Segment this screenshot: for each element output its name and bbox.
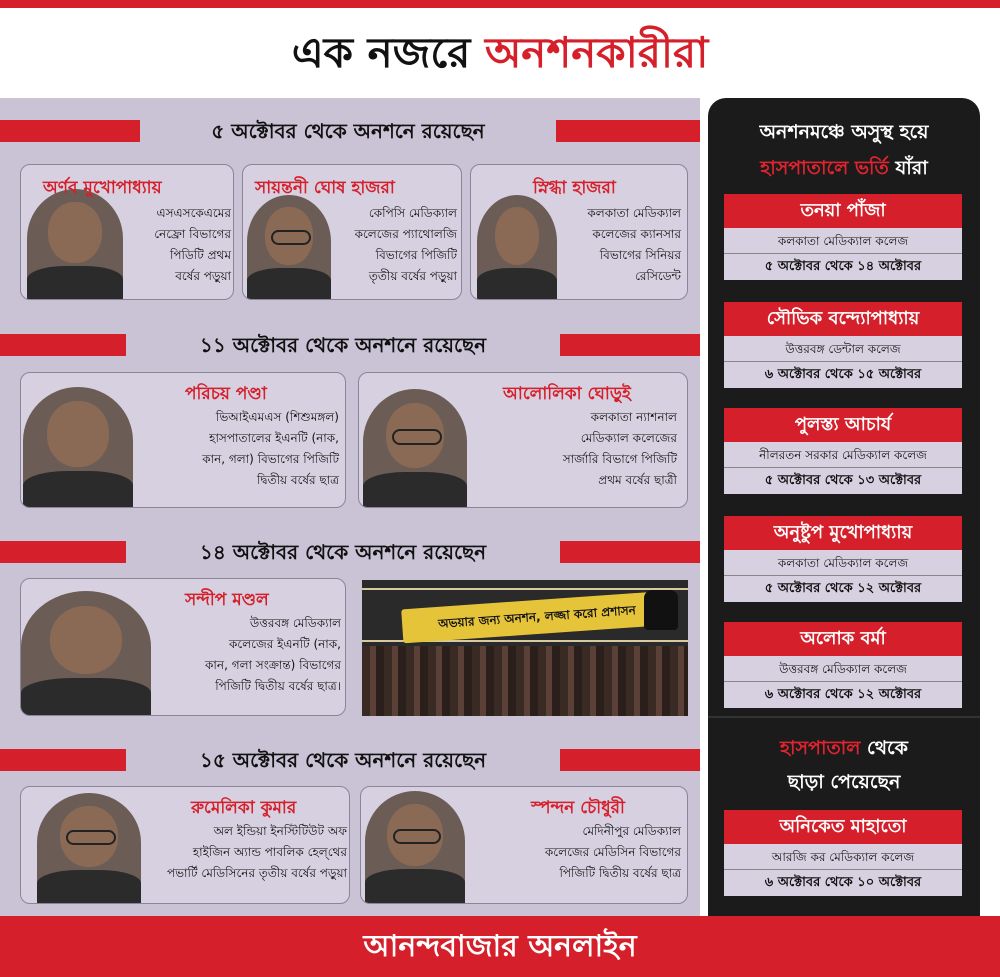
released-heading-line2: ছাড়া পেয়েছেন bbox=[787, 771, 901, 793]
person-card bbox=[20, 786, 350, 904]
section-bar-right bbox=[556, 120, 700, 142]
released-heading-white: থেকে bbox=[867, 737, 908, 759]
title-part-red: অনশনকারীরা bbox=[484, 28, 709, 77]
person-card bbox=[20, 578, 346, 716]
person-description: কলকাতা ন্যাশনাল মেডিক্যাল কলেজের সার্জারি বিভাগে পিজিটি প্রথম বর্ষের ছাত্রী bbox=[562, 410, 677, 487]
person-name: রুমেলিকা কুমার bbox=[191, 798, 297, 818]
released-heading-red: হাসপাতাল bbox=[780, 737, 861, 759]
section-bar-right bbox=[560, 334, 700, 356]
section-bar-left bbox=[0, 541, 126, 563]
person-card bbox=[470, 164, 688, 300]
hospitalized-heading-line2 bbox=[708, 154, 980, 186]
hospitalized-dates: ৬ অক্টোবর থেকে ১৫ অক্টোবর bbox=[724, 362, 962, 388]
hospitalized-name: পুলস্ত্য আচার্য bbox=[724, 408, 962, 442]
hospitalized-dates: ৫ অক্টোবর থেকে ১৪ অক্টোবর bbox=[724, 254, 962, 280]
person-description: ভিআইএমএস (শিশুমঙ্গল) হাসপাতালের ইএনটি (নাক, কান, গলা) বিভাগের পিজিটি দ্বিতীয় বর্ষের ছাত্র bbox=[202, 410, 339, 487]
section-bar-left bbox=[0, 334, 126, 356]
hospitalized-heading-white: যাঁরা bbox=[895, 157, 928, 179]
released-college: আরজি কর মেডিক্যাল কলেজ bbox=[724, 844, 962, 870]
person-card bbox=[358, 372, 688, 508]
person-name: পরিচয় পণ্ডা bbox=[185, 384, 267, 404]
title-part-black: এক নজরে bbox=[291, 28, 471, 77]
section-title-oct-15: ১৫ অক্টোবর থেকে অনশনে রয়েছেন bbox=[199, 748, 487, 772]
person-description: কলকাতা মেডিক্যাল কলেজের ক্যানসার বিভাগের সিনিয়র রেসিডেন্ট bbox=[587, 206, 681, 283]
person-description: উত্তরবঙ্গ মেডিক্যাল কলেজের ইএনটি (নাক, কান, গলা সংক্রান্ত) বিভাগের পিজিটি দ্বিতীয় বর্ষের ছাত্র। bbox=[205, 616, 341, 693]
protest-photo bbox=[362, 580, 688, 716]
person-photo bbox=[365, 791, 465, 903]
hospitalized-heading-line1: অনশনমঞ্চে অসুস্থ হয়ে bbox=[759, 121, 929, 143]
person-name: অর্ণব মুখোপাধ্যায় bbox=[43, 178, 162, 198]
hospitalized-name: অলোক বর্মা bbox=[724, 622, 962, 656]
footer-brand: আনন্দবাজার অনলাইন bbox=[363, 929, 637, 964]
section-title-oct-11: ১১ অক্টোবর থেকে অনশনে রয়েছেন bbox=[199, 333, 487, 357]
released-name: অনিকেত মাহাতো bbox=[724, 810, 962, 844]
person-name: সন্দীপ মণ্ডল bbox=[185, 590, 269, 610]
hospitalized-college: নীলরতন সরকার মেডিক্যাল কলেজ bbox=[724, 442, 962, 468]
person-photo bbox=[27, 189, 123, 299]
person-card bbox=[20, 164, 234, 300]
section-title-oct-5: ৫ অক্টোবর থেকে অনশনে রয়েছেন bbox=[211, 119, 485, 143]
person-description: মেদিনীপুর মেডিক্যাল কলেজের মেডিসিন বিভাগের পিজিটি দ্বিতীয় বর্ষের ছাত্র bbox=[544, 824, 681, 880]
person-description: কেপিসি মেডিক্যাল কলেজের প্যাথোলজি বিভাগের পিজিটি তৃতীয় বর্ষের পড়ুয়া bbox=[354, 206, 457, 283]
person-photo bbox=[21, 591, 151, 715]
hospitalized-name: সৌভিক বন্দ্যোপাধ্যায় bbox=[724, 302, 962, 336]
hospitalized-heading-red: হাসপাতালে ভর্তি bbox=[760, 157, 889, 179]
right-panel-divider bbox=[708, 716, 980, 718]
person-name: স্পন্দন চৌধুরী bbox=[531, 798, 625, 818]
hospitalized-dates: ৫ অক্টোবর থেকে ১৩ অক্টোবর bbox=[724, 468, 962, 494]
section-bar-left bbox=[0, 120, 140, 142]
person-photo bbox=[363, 389, 467, 507]
person-card bbox=[242, 164, 462, 300]
person-description: এসএসকেএমের নেফ্রো বিভাগের পিডিটি প্রথম বর্ষের পড়ুয়া bbox=[154, 206, 231, 283]
raised-fist-icon bbox=[644, 590, 678, 630]
hospitalized-college: উত্তরবঙ্গ ডেন্টাল কলেজ bbox=[724, 336, 962, 362]
hospitalized-dates: ৬ অক্টোবর থেকে ১২ অক্টোবর bbox=[724, 682, 962, 708]
main-title bbox=[0, 8, 1000, 98]
person-name: স্নিগ্ধা হাজরা bbox=[533, 178, 616, 198]
person-photo bbox=[477, 195, 557, 299]
section-bar-left bbox=[0, 749, 126, 771]
hospitalized-name: অনুষ্টুপ মুখোপাধ্যায় bbox=[724, 516, 962, 550]
person-photo bbox=[247, 195, 331, 299]
released-dates: ৬ অক্টোবর থেকে ১০ অক্টোবর bbox=[724, 870, 962, 896]
hospitalized-college: কলকাতা মেডিক্যাল কলেজ bbox=[724, 550, 962, 576]
hospitalized-name: তনয়া পাঁজা bbox=[724, 194, 962, 228]
person-card bbox=[360, 786, 688, 904]
person-description: অল ইন্ডিয়া ইনস্টিটিউট অফ হাইজিন অ্যান্ড পাবলিক হেল্‌থের পভার্টি মেডিসিনের তৃতীয় বর্ষের পড়ুয়া bbox=[166, 824, 347, 880]
top-red-strip bbox=[0, 0, 1000, 8]
section-bar-right bbox=[560, 541, 700, 563]
person-name: আলোলিকা ঘোড়ুই bbox=[503, 384, 631, 404]
released-heading-line1 bbox=[708, 734, 980, 766]
hospitalized-dates: ৫ অক্টোবর থেকে ১২ অক্টোবর bbox=[724, 576, 962, 602]
person-photo bbox=[23, 387, 133, 507]
hospitalized-college: উত্তরবঙ্গ মেডিক্যাল কলেজ bbox=[724, 656, 962, 682]
section-title-oct-14: ১৪ অক্টোবর থেকে অনশনে রয়েছেন bbox=[199, 540, 487, 564]
crowd bbox=[362, 646, 688, 716]
person-card bbox=[20, 372, 346, 508]
hospitalized-college: কলকাতা মেডিক্যাল কলেজ bbox=[724, 228, 962, 254]
section-bar-right bbox=[560, 749, 700, 771]
person-name: সায়ন্তনী ঘোষ হাজরা bbox=[255, 178, 395, 198]
protest-banner: অভয়ার জন্য অনশন, লজ্জা করো প্রশাসন bbox=[401, 591, 673, 644]
